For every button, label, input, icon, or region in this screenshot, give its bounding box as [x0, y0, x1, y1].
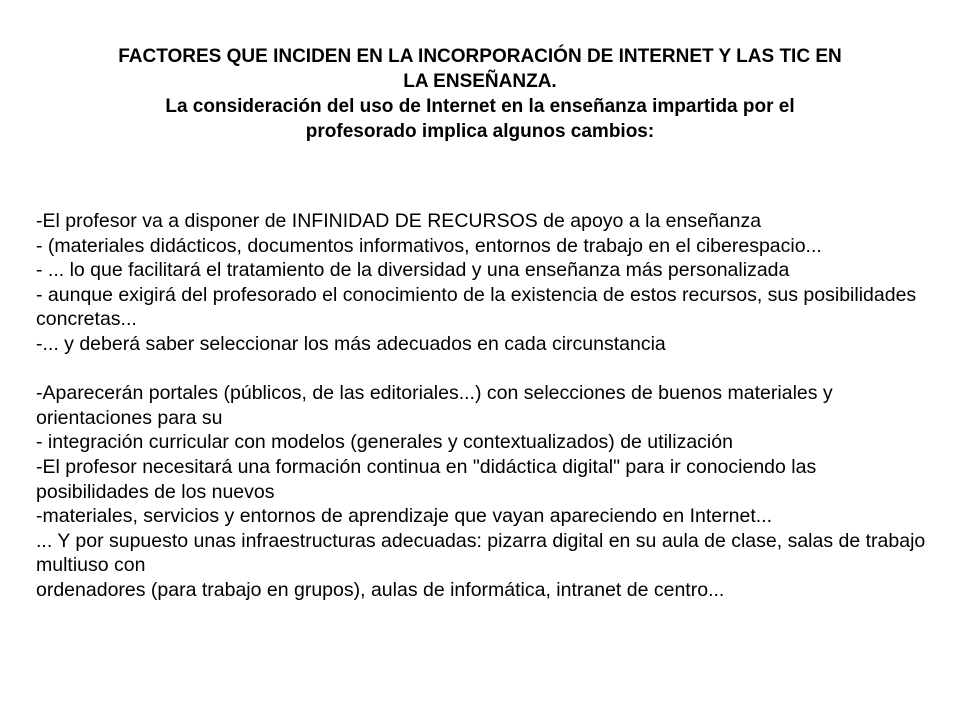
body-paragraph: -materiales, servicios y entornos de aprendizaje que vayan apareciendo en Internet... — [36, 505, 773, 528]
body-paragraph: -El profesor necesitará una formación continua en "didáctica digital" para ir conociendo las posibilidades de los nuevos — [36, 455, 817, 503]
body-paragraph: -El profesor va a disponer de INFINIDAD DE RECURSOS de apoyo a la enseñanza — [36, 210, 762, 232]
body-paragraph: -Aparecerán portales (públicos, de las editoriales...) con selecciones de buenos materiales y orientaciones para su — [36, 382, 833, 429]
subtitle-line-2: profesorado implica algunos cambios: — [305, 121, 655, 142]
paragraph-spacer — [36, 357, 926, 382]
body-paragraph: ... Y por supuesto unas infraestructuras adecuadas: pizarra digital en su aula de clase, salas de trabajo multiuso con — [36, 529, 926, 577]
slide-title — [40, 44, 920, 144]
subtitle-line-1: La consideración del uso de Internet en la enseñanza impartida por el — [165, 96, 795, 117]
title-line-2: LA ENSEÑANZA. — [403, 71, 557, 92]
body-paragraph: - ... lo que facilitará el tratamiento de la diversidad y una enseñanza más personalizada — [36, 259, 790, 282]
body-paragraph: - integración curricular con modelos (generales y contextualizados) de utilización — [36, 431, 733, 454]
title-line-1: FACTORES QUE INCIDEN EN LA INCORPORACIÓN DE INTERNET Y LAS TIC EN — [118, 46, 842, 67]
slide-body — [36, 209, 926, 603]
body-paragraph: - aunque exigirá del profesorado el conocimiento de la existencia de estos recursos, sus posibilidades concretas... — [36, 283, 917, 331]
body-paragraph: - (materiales didácticos, documentos informativos, entornos de trabajo en el ciberespacio... — [36, 234, 822, 257]
body-paragraph: ordenadores (para trabajo en grupos), aulas de informática, intranet de centro... — [36, 578, 725, 601]
body-paragraph: -... y deberá saber seleccionar los más adecuados en cada circunstancia — [36, 332, 666, 355]
